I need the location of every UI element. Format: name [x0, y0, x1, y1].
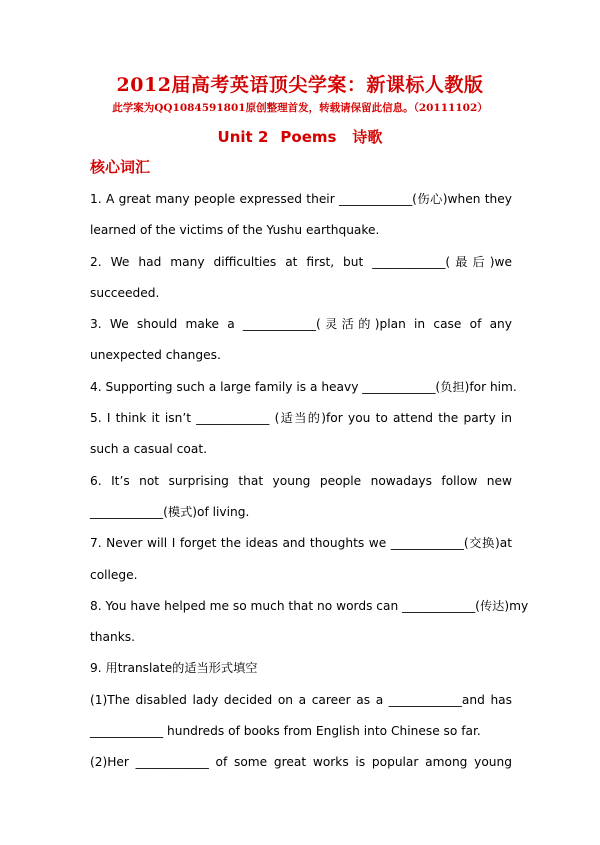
exercise-line: 8. You have helped me so much that no words can ____________(传达)my: [90, 599, 529, 613]
exercise-line: such a casual coat.: [90, 442, 207, 456]
unit-topic-chinese: 诗歌: [352, 128, 383, 146]
exercise-line: ____________ hundreds of books from English into Chinese so far.: [90, 724, 481, 738]
unit-heading: [0, 126, 600, 147]
exercise-line: 9. 用translate的适当形式填空: [90, 661, 258, 675]
exercise-line: succeeded.: [90, 286, 160, 300]
exercise-line: thanks.: [90, 630, 135, 644]
exercise-line: ____________(模式)of living.: [90, 505, 250, 519]
exercise-line: 2. We had many difficulties at first, but ____________(最后)we: [90, 255, 512, 269]
document-subtitle: 此学案为QQ1084591801原创整理首发，转载请保留此信息。（20111102）: [112, 102, 488, 114]
exercise-line: 5. I think it isn’t ____________ (适当的)for you to attend the party in: [90, 411, 512, 425]
exercise-line: learned of the victims of the Yushu earthquake.: [90, 223, 380, 237]
section-title: 核心词汇: [90, 158, 151, 176]
exercise-line: 6. It’s not surprising that young people nowadays follow new: [90, 474, 512, 488]
exercise-line: unexpected changes.: [90, 348, 221, 362]
exercise-line: college.: [90, 568, 138, 582]
exercise-line: (1)The disabled lady decided on a career as a ____________and has: [90, 693, 512, 707]
unit-label: Unit 2: [217, 128, 269, 146]
exercise-line: 4. Supporting such a large family is a heavy ____________(负担)for him.: [90, 380, 517, 394]
exercise-line: 1. A great many people expressed their ____________(伤心)when they: [90, 192, 512, 206]
exercise-line: 3. We should make a ____________(灵活的)plan in case of any: [90, 317, 512, 331]
exercise-line: (2)Her ____________ of some great works is popular among young: [90, 755, 512, 769]
unit-topic: Poems: [280, 128, 337, 146]
exercise-line: 7. Never will I forget the ideas and thoughts we ____________(交换)at: [90, 536, 512, 550]
document-title: 2012届高考英语顶尖学案：新课标人教版: [116, 74, 484, 96]
